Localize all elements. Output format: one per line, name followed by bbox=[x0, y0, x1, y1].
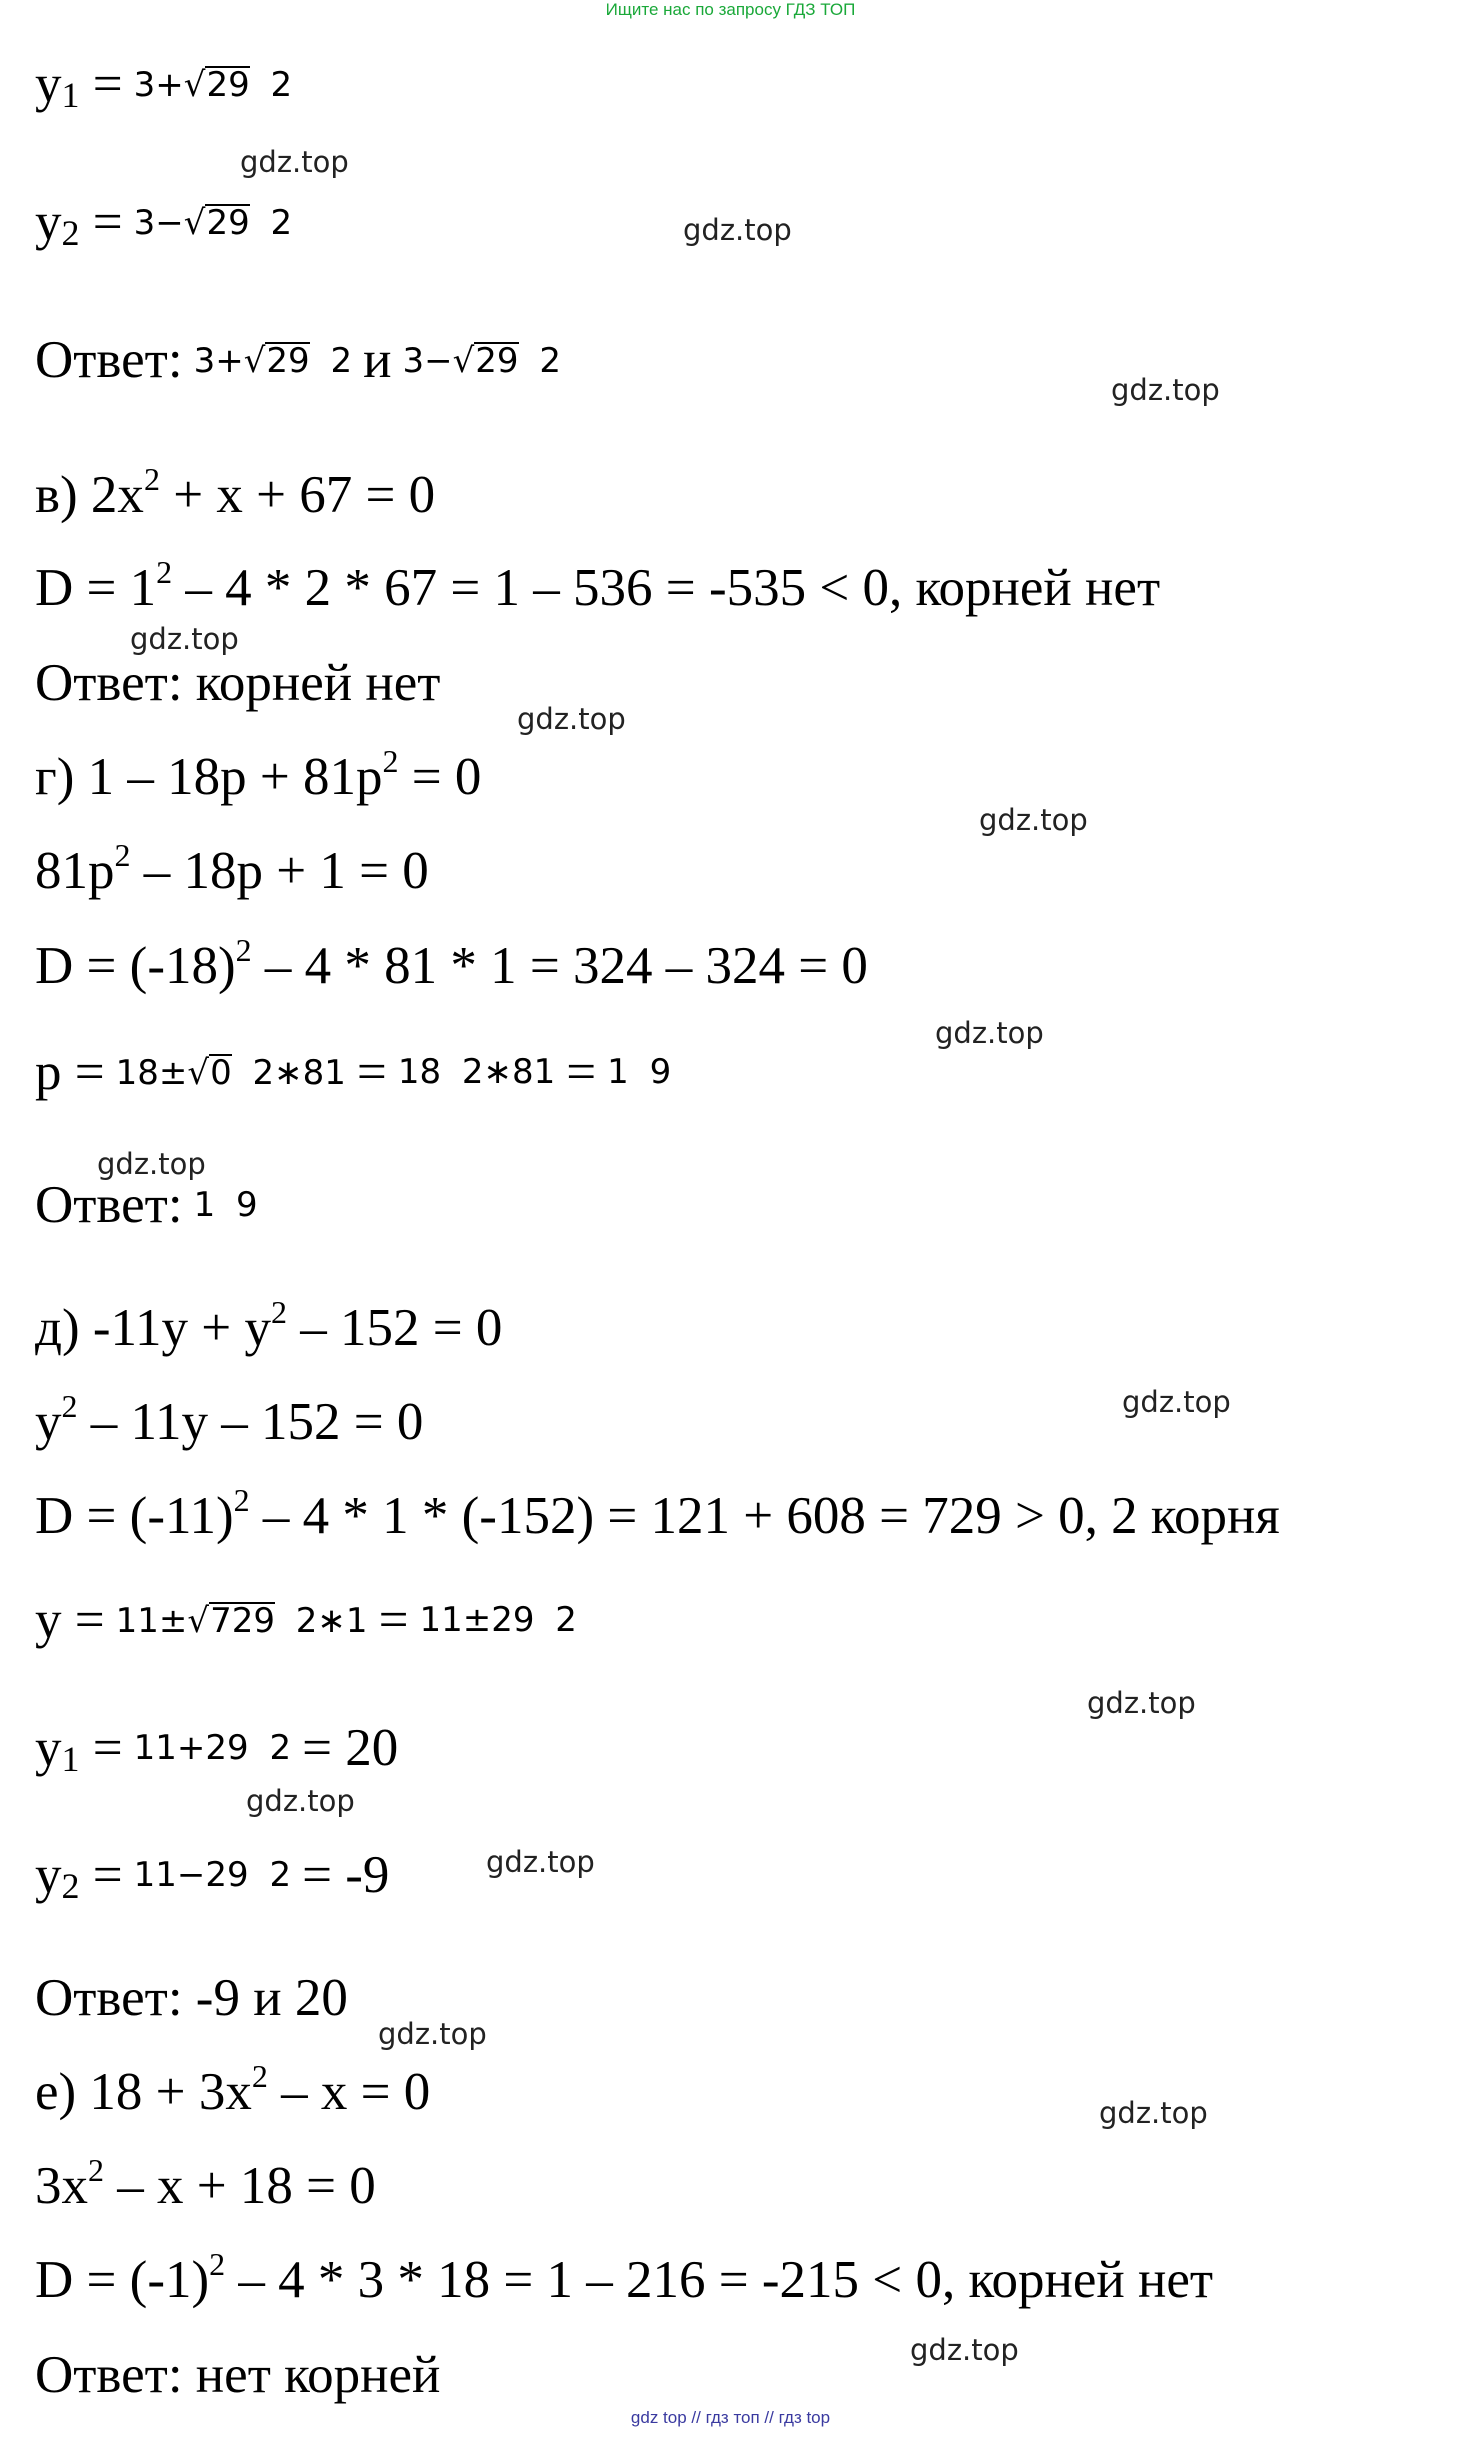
equation-v: в) $2x^2 + x + 67 = 0$ bbox=[35, 461, 436, 524]
top-banner: Ищите нас по запросу ГДЗ ТОП bbox=[605, 0, 856, 19]
root-y1: $y_1$ = 11+29 2 = 20 bbox=[35, 1719, 399, 1779]
answer-line-v: Ответ: корней нет bbox=[35, 654, 441, 712]
conjunction: и bbox=[363, 331, 392, 389]
watermark: gdz.top bbox=[1122, 1385, 1231, 1419]
discriminant-v: $D = 1^2 - 4 * 2 * 67 = 1 - 536 = -535 < 0$, корней нет bbox=[35, 554, 1161, 617]
watermark: gdz.top bbox=[130, 622, 239, 656]
answer-line-g: Ответ: 1 9 bbox=[35, 1175, 269, 1235]
root-y2: $y_2$ = 11−29 2 = -9 bbox=[35, 1846, 390, 1906]
watermark: gdz.top bbox=[378, 2017, 487, 2051]
fraction: 3+√29 2 bbox=[193, 340, 353, 381]
watermark: gdz.top bbox=[979, 803, 1088, 837]
answer-line-e: Ответ: нет корней bbox=[35, 2346, 441, 2404]
roots-y: y = 11±√729 2∗1 = 11±29 2 bbox=[35, 1590, 588, 1650]
equation-d-rewritten: $y^2 - 11y - 152 = 0$ bbox=[35, 1388, 424, 1451]
fraction: 11+29 2 bbox=[133, 1728, 292, 1768]
answer-line-1 bbox=[35, 330, 572, 390]
watermark: gdz.top bbox=[683, 213, 792, 247]
equation-d: д) $-11y + y^2 - 152 = 0$ bbox=[35, 1294, 503, 1357]
line-y2 bbox=[35, 192, 303, 252]
fraction: 18 2∗81 bbox=[397, 1052, 556, 1092]
watermark: gdz.top bbox=[486, 1845, 595, 1879]
fraction: 11±29 2 bbox=[419, 1600, 577, 1640]
equation-g-rewritten: $81p^2 - 18p + 1 = 0$ bbox=[35, 837, 429, 900]
footer: gdz top // гдз топ // гдз top bbox=[630, 2408, 831, 2427]
var: $y_2$ = bbox=[35, 193, 123, 253]
equation-e: е) $18 + 3x^2 - x = 0$ bbox=[35, 2058, 431, 2121]
discriminant-e: $D = (-1)^2 - 4 * 3 * 18 = 1 - 216 = -215 < 0$, корней нет bbox=[35, 2246, 1214, 2309]
watermark: gdz.top bbox=[1087, 1686, 1196, 1720]
watermark: gdz.top bbox=[517, 702, 626, 736]
equation-g: г) $1 - 18p + 81p^2 = 0$ bbox=[35, 743, 482, 806]
fraction: 3−√29 2 bbox=[133, 202, 293, 243]
fraction: 11±√729 2∗1 bbox=[115, 1600, 368, 1641]
fraction: 1 9 bbox=[193, 1185, 258, 1225]
equation-e-rewritten: $3x^2 - x + 18 = 0$ bbox=[35, 2152, 376, 2215]
watermark: gdz.top bbox=[97, 1147, 206, 1181]
discriminant-g: $D = (-18)^2 - 4 * 81 * 1 = 324 - 324 = 0$ bbox=[35, 932, 868, 995]
line-y1 bbox=[35, 54, 303, 114]
fraction: 18±√0 2∗81 bbox=[115, 1052, 346, 1093]
fraction: 11−29 2 bbox=[133, 1855, 292, 1895]
fraction: 3−√29 2 bbox=[402, 340, 561, 381]
watermark: gdz.top bbox=[246, 1784, 355, 1818]
watermark: gdz.top bbox=[935, 1016, 1044, 1050]
watermark: gdz.top bbox=[240, 145, 349, 179]
fraction: 1 9 bbox=[607, 1052, 672, 1092]
watermark: gdz.top bbox=[1111, 373, 1220, 407]
answer-label: Ответ: bbox=[35, 331, 183, 389]
watermark: gdz.top bbox=[910, 2333, 1019, 2367]
fraction: 3+√29 2 bbox=[133, 64, 293, 105]
answer-line-d: Ответ: -9 и 20 bbox=[35, 1969, 348, 2027]
discriminant-d: $D = (-11)^2 - 4 * 1 * (-152) = 121 + 608 = 729 > 0$, 2 корня bbox=[35, 1482, 1280, 1545]
watermark: gdz.top bbox=[1099, 2096, 1208, 2130]
root-p: p = 18±√0 2∗81 = 18 2∗81 = 1 9 bbox=[35, 1042, 682, 1102]
var: $y_1$ = bbox=[35, 55, 123, 115]
